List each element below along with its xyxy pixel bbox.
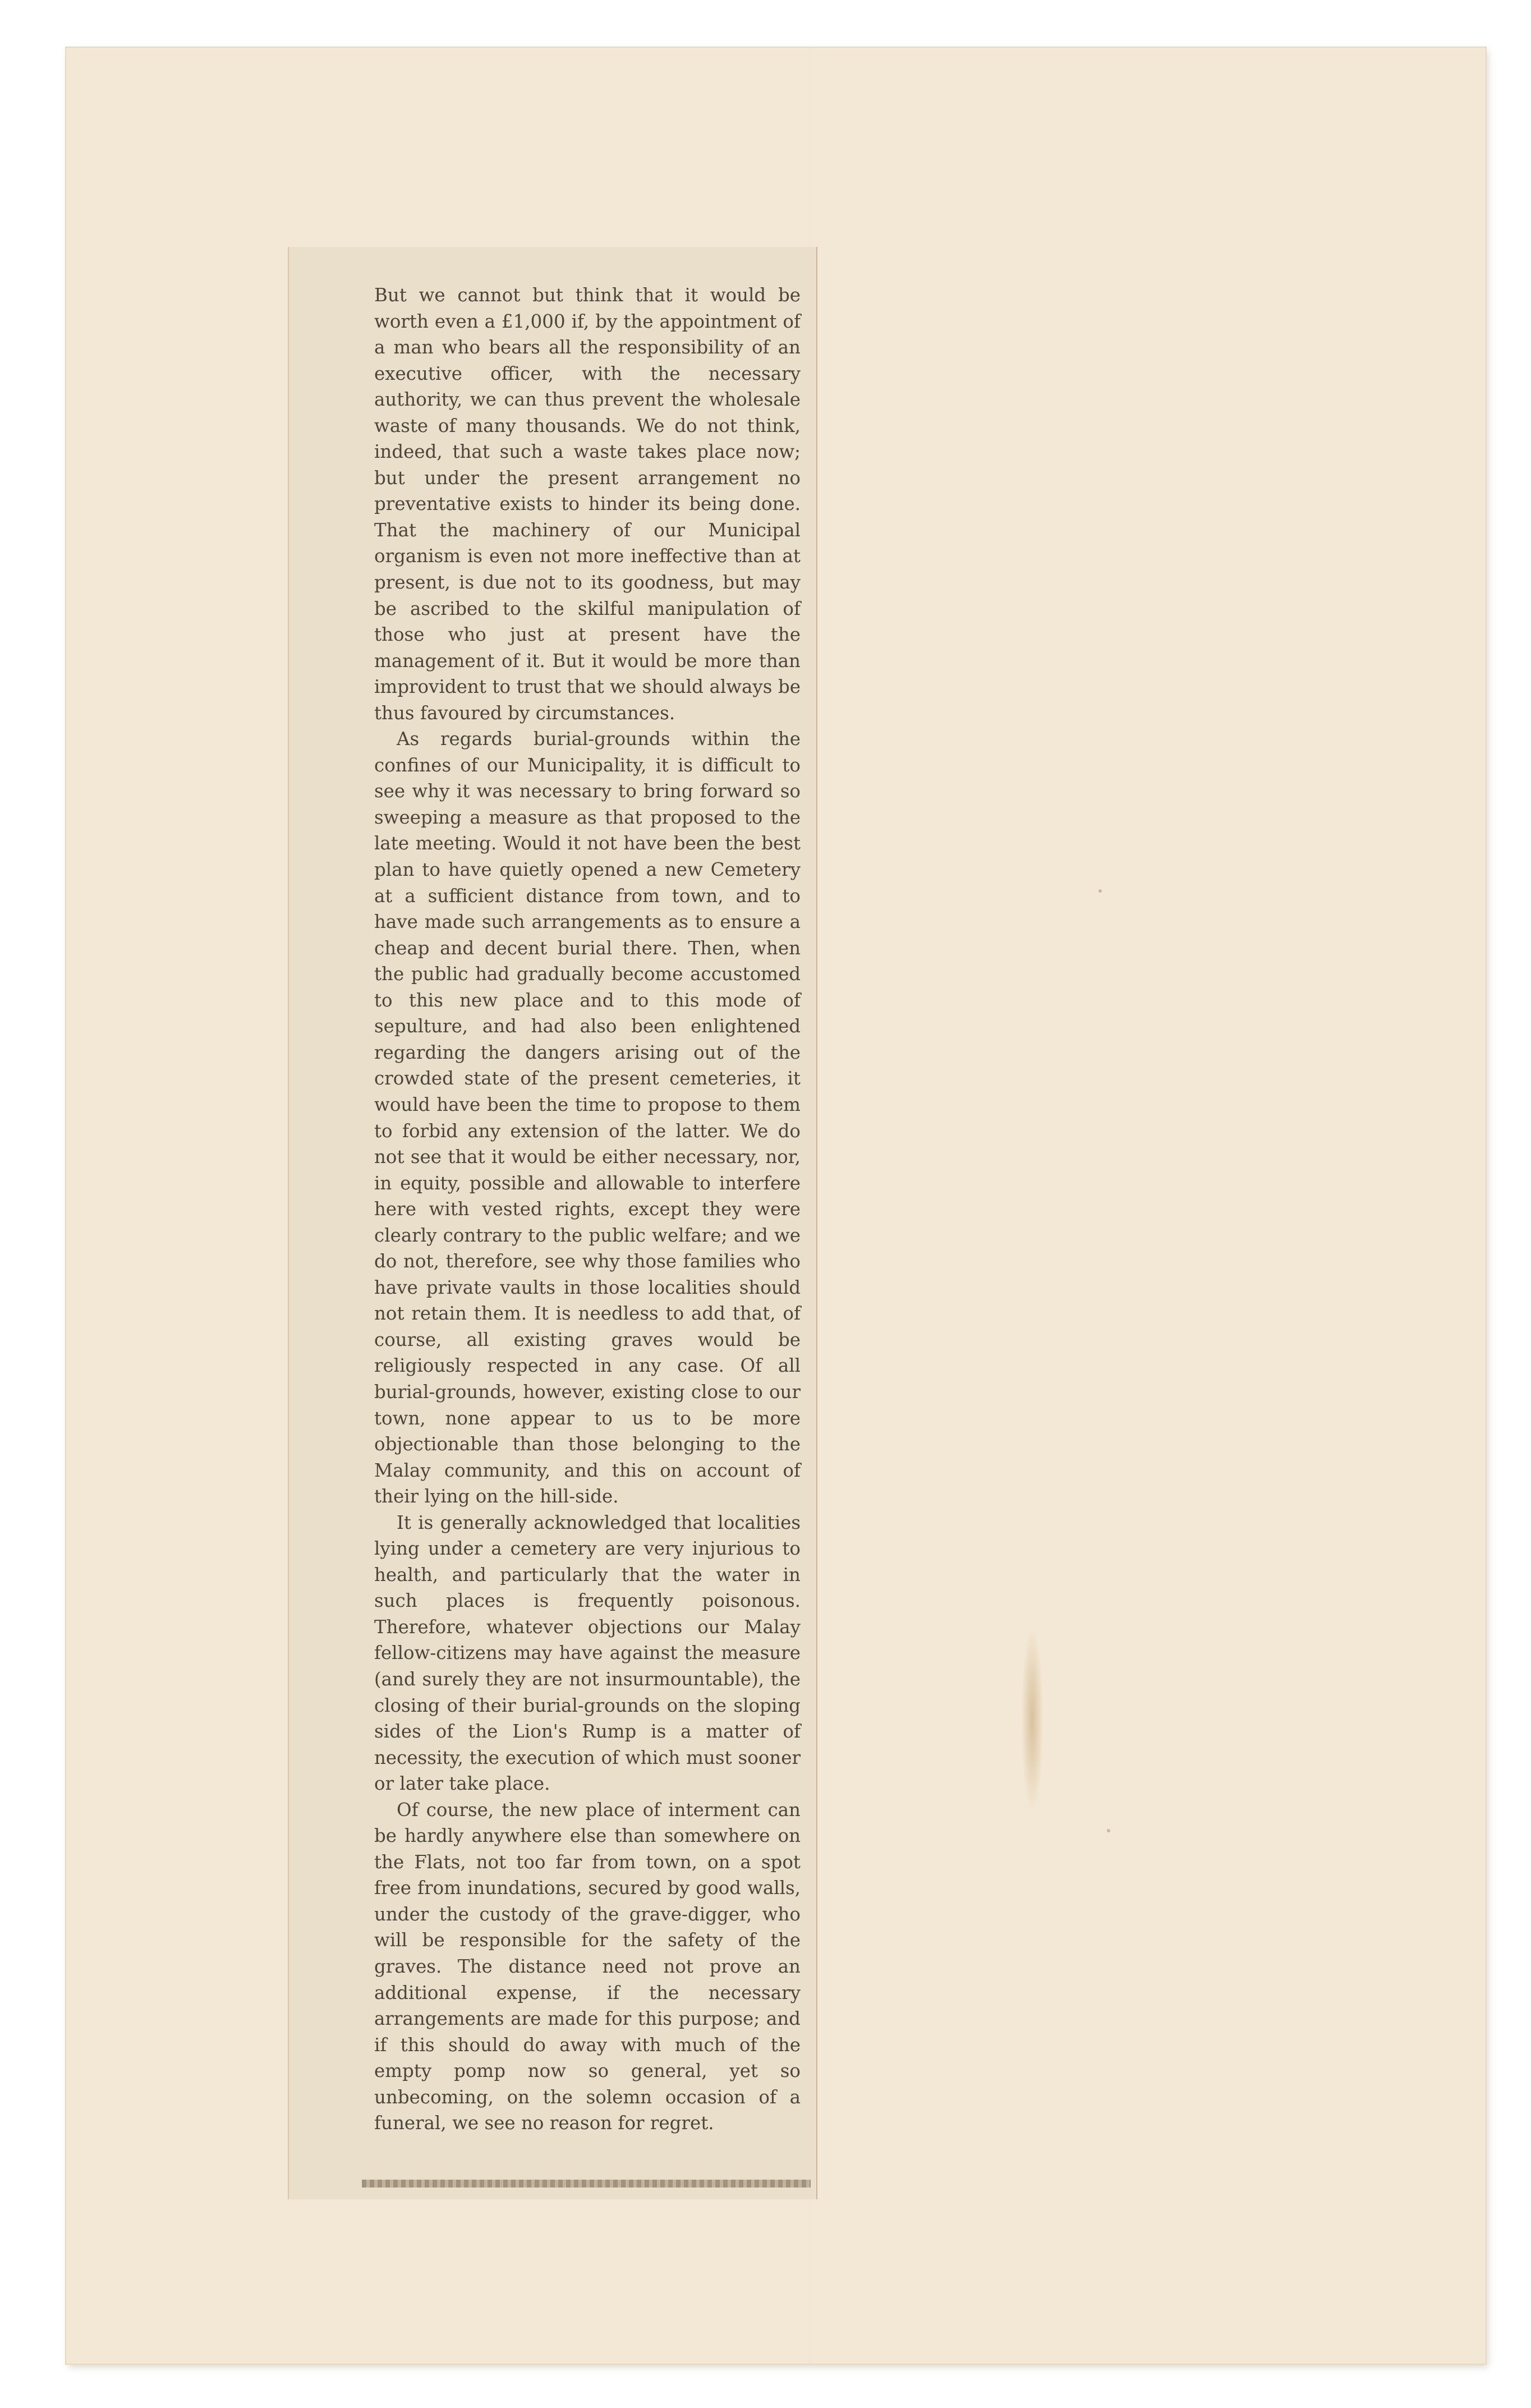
article-paragraph: Of course, the new place of interment can be hardly anywhere else than somewhere on the Flats, not too far from town, on a spot free from inundations, secured by good walls, under the custody of the grave-digger, who will be responsible for the safety of the graves. The distance need not prove an additional expense, if the necessary arrangements are made for this purpose; and if this should do away with much of the empty pomp now so general, yet so unbecoming, on the solemn occasion of a funeral, we see no reason for regret. (374, 1799, 801, 2134)
edge-mark (1107, 1829, 1110, 1832)
article-paragraph: But we cannot but think that it would be worth even a £1,000 if, by the appointment of a man who bears all the responsibility of an executive officer, with the necessary authority, we can thus prevent the wholesale waste of many thousands. We do not think, indeed, that such a waste takes place now; but under the present arrangement no preventative exists to hinder its being done. That the machinery of our Municipal organism is even not more ineffective than at present, is due not to its goodness, but may be ascribed to the skilful manipulation of those who just at present have the management of it. But it would be more than improvident to trust that we should always be thus favoured by circumstances. (374, 284, 801, 724)
glue-stain (1021, 1627, 1043, 1812)
paper-sheet (66, 48, 1486, 2364)
column-end-rule (362, 2180, 811, 2188)
article-paragraph: As regards burial-grounds within the confines of our Municipality, it is difficult to see why it was necessary to bring forward so sweeping a measure as that proposed to the late meeting. Would it not have been the best plan to have quietly opened a new Cemetery at a sufficient distance from town, and to have made such arrangements as to ensure a cheap and decent burial there. Then, when the public had gradually become accustomed to this new place and to this mode of sepulture, and had also been enlightened regarding the dangers arising out of the crowded state of the present cemeteries, it would have been the time to propose to them to forbid any extension of the latter. We do not see that it would be either necessary, nor, in equity, possible and allowable to interfere here with vested rights, except they were clearly contrary to the public welfare; and we do not, therefore, see why those families who have private vaults in those localities should not retain them. It is needless to add that, of course, all existing graves would be religiously respected in any case. Of all burial-grounds, however, existing close to our town, none appear to us to be more objectionable than those belonging to the Malay community, and this on account of their lying on the hill-side. (374, 728, 801, 1508)
edge-mark (1098, 889, 1102, 893)
newspaper-clipping (288, 247, 817, 2199)
article-paragraph: It is generally acknowledged that localities lying under a cemetery are very injurious to health, and particularly that the water in such places is frequently poisonous. Therefore, whatever objections our Malay fellow-citizens may have against the measure (and surely they are not insurmountable), the closing of their burial-grounds on the sloping sides of the Lion's Rump is a matter of necessity, the execution of which must sooner or later take place. (374, 1511, 801, 1795)
article-column (374, 282, 801, 2136)
